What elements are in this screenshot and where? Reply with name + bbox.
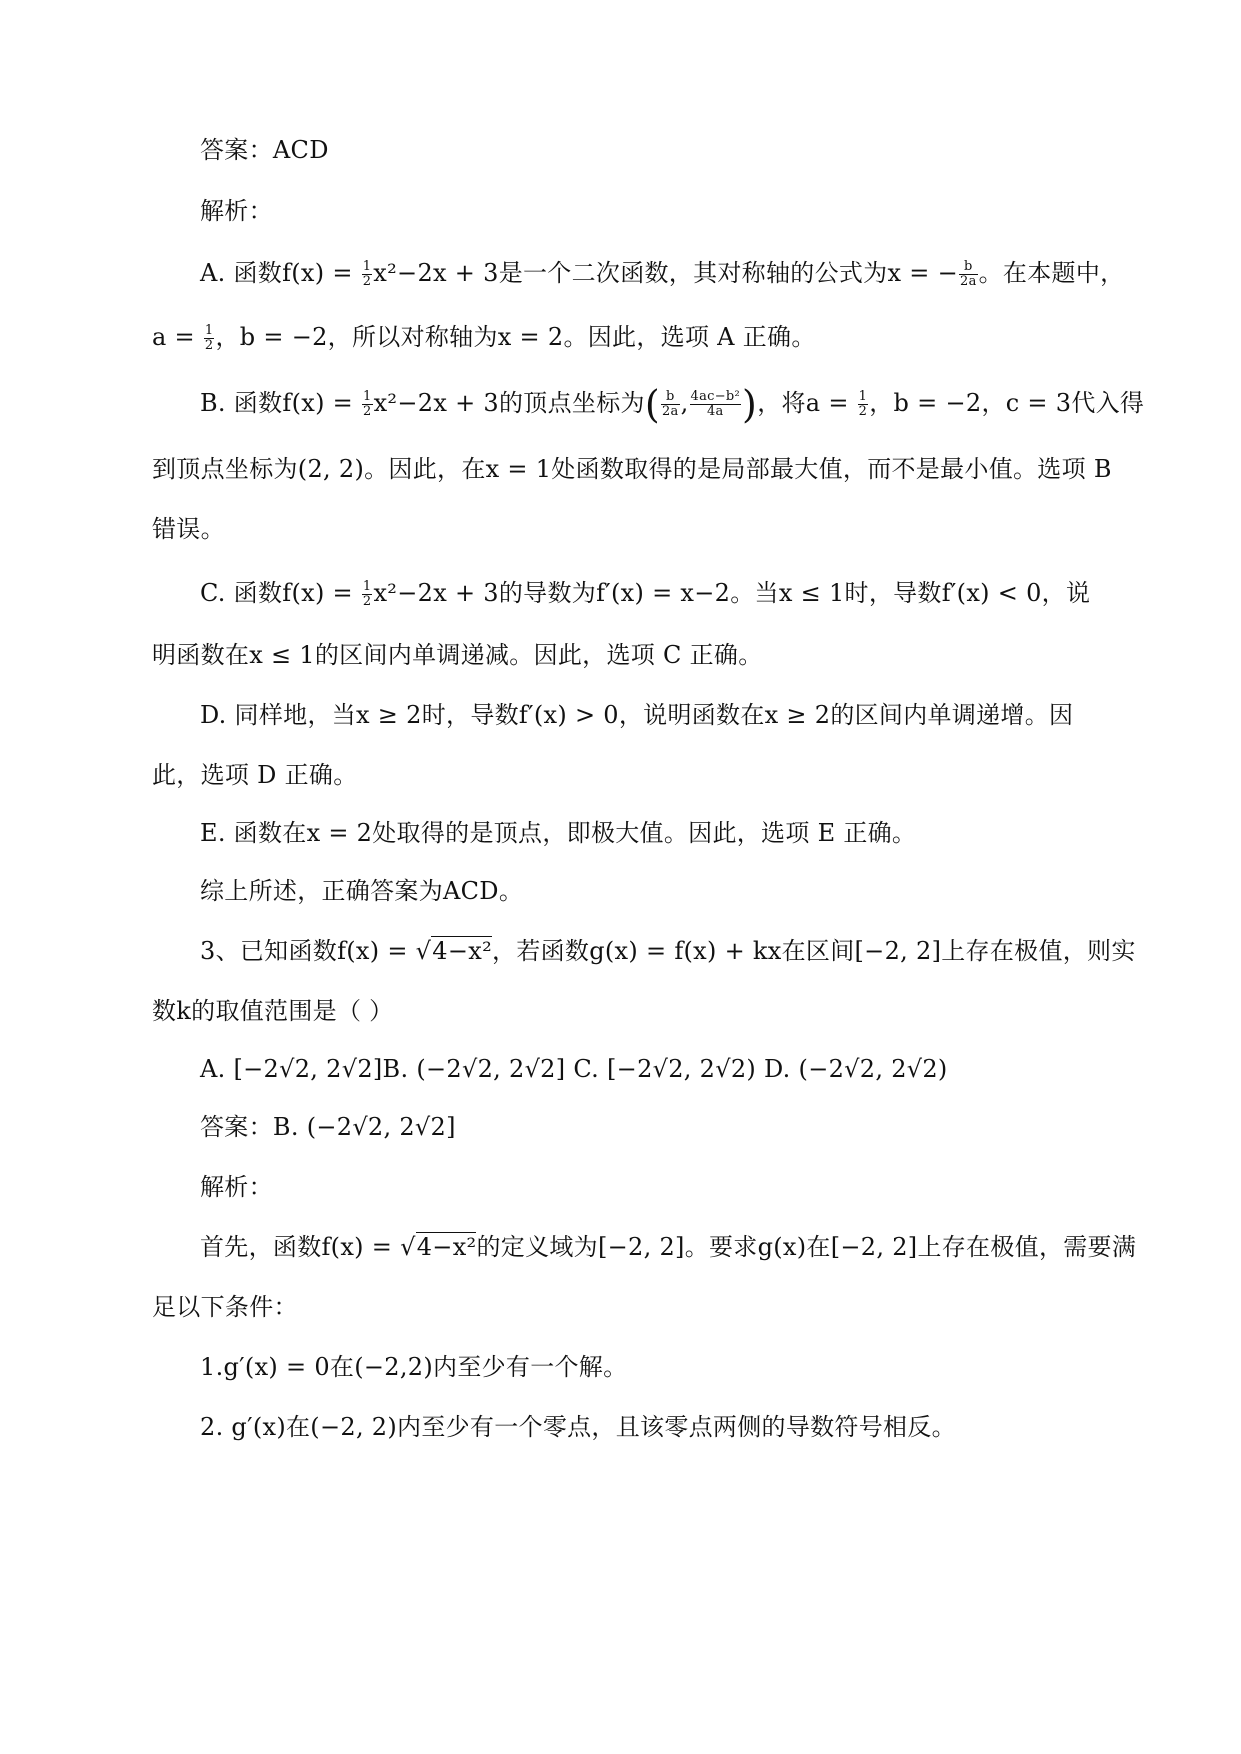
option-b-line-1 xyxy=(200,382,1145,427)
radicand: 4−x² xyxy=(416,1233,477,1261)
option-a2-text-pre: a = xyxy=(152,323,203,351)
option-a-text-pre: A. 函数f(x) = xyxy=(200,259,361,287)
option-c-text-pre: C. 函数f(x) = xyxy=(200,579,361,607)
fraction-one-half: $\frac{1}{2}$ xyxy=(363,389,372,419)
option-e-line: E. 函数在x = 2处取得的是顶点，即极大值。因此，选项 E 正确。 xyxy=(200,819,917,847)
question-3-options: A. [−2√2, 2√2]B. (−2√2, 2√2] C. [−2√2, 2√2) D. (−2√2, 2√2) xyxy=(200,1055,948,1083)
question-3-line-1 xyxy=(200,934,1136,968)
fraction-b-over-2a: $\frac{b}{2a}$ xyxy=(960,259,977,289)
explanation-text-post: 的定义域为[−2, 2]。要求g(x)在[−2, 2]上存在极值，需要满 xyxy=(476,1233,1137,1261)
option-c-line-2: 明函数在x ≤ 1的区间内单调递减。因此，选项 C 正确。 xyxy=(152,641,763,669)
radicand: 4−x² xyxy=(432,937,493,965)
answer-line-1: 答案：ACD xyxy=(200,136,329,164)
question-3-text-post: ，若函数g(x) = f(x) + kx在区间[−2, 2]上存在极值，则实 xyxy=(492,937,1136,965)
option-b-text-post: ，b = −2，c = 3代入得 xyxy=(869,389,1145,417)
fraction-one-half: $\frac{1}{2}$ xyxy=(362,579,372,609)
left-paren: ( xyxy=(644,382,660,427)
right-paren: ) xyxy=(742,382,758,427)
option-b-text-mid: x²−2x + 3的顶点坐标为 xyxy=(373,389,645,417)
comma-separator: , xyxy=(680,389,689,417)
summary-line: 综上所述，正确答案为ACD。 xyxy=(200,877,524,905)
fraction-one-half: $\frac{1}{2}$ xyxy=(858,389,868,419)
option-d-line-2: 此，选项 D 正确。 xyxy=(152,761,358,789)
option-b-line-2: 到顶点坐标为(2, 2)。因此，在x = 1处函数取得的是局部最大值，而不是最小值。选项 B xyxy=(152,455,1112,483)
explanation-line-1 xyxy=(200,1230,1136,1264)
fraction-one-half: $\frac{1}{2}$ xyxy=(362,259,372,289)
option-b-line-3: 错误。 xyxy=(152,515,225,543)
option-a-text-mid: x²−2x + 3是一个二次函数，其对称轴的公式为x = − xyxy=(373,259,958,287)
option-a-line-1 xyxy=(200,256,1124,290)
question-3-line-2: 数k的取值范围是（ ） xyxy=(152,997,394,1025)
answer-line-2: 答案：B. (−2√2, 2√2] xyxy=(200,1113,456,1141)
option-c-line-1 xyxy=(200,576,1090,610)
option-d-line-1: D. 同样地，当x ≥ 2时，导数f′(x) > 0，说明函数在x ≥ 2的区间内单调递增。因 xyxy=(200,701,1074,729)
option-a-text-post: 。在本题中， xyxy=(978,259,1125,287)
option-b-text-pre: B. 函数f(x) = xyxy=(200,389,362,417)
analysis-heading-1: 解析： xyxy=(200,197,273,225)
condition-1: 1.g′(x) = 0在(−2,2)内至少有一个解。 xyxy=(200,1353,628,1381)
explanation-text-pre: 首先，函数f(x) = √ xyxy=(200,1233,416,1261)
fraction-b-over-2a: $\frac{b}{2a}$ xyxy=(661,389,679,419)
analysis-heading-2: 解析： xyxy=(200,1173,273,1201)
option-b-text-mid2: ，将a = xyxy=(757,389,857,417)
condition-2: 2. g′(x)在(−2, 2)内至少有一个零点，且该零点两侧的导数符号相反。 xyxy=(200,1413,956,1441)
option-a-line-2 xyxy=(152,320,816,354)
question-3-text-pre: 3、已知函数f(x) = √ xyxy=(200,937,432,965)
fraction-vertex-y: $\frac{\text{4ac−b²}}{4a}$ xyxy=(690,389,741,419)
fraction-one-half: $\frac{1}{2}$ xyxy=(204,323,214,353)
option-a2-text-post: ，b = −2，所以对称轴为x = 2。因此，选项 A 正确。 xyxy=(215,323,816,351)
option-c-text-post: x²−2x + 3的导数为f′(x) = x−2。当x ≤ 1时，导数f′(x) < 0，说 xyxy=(373,579,1091,607)
explanation-line-2: 足以下条件： xyxy=(152,1293,298,1321)
